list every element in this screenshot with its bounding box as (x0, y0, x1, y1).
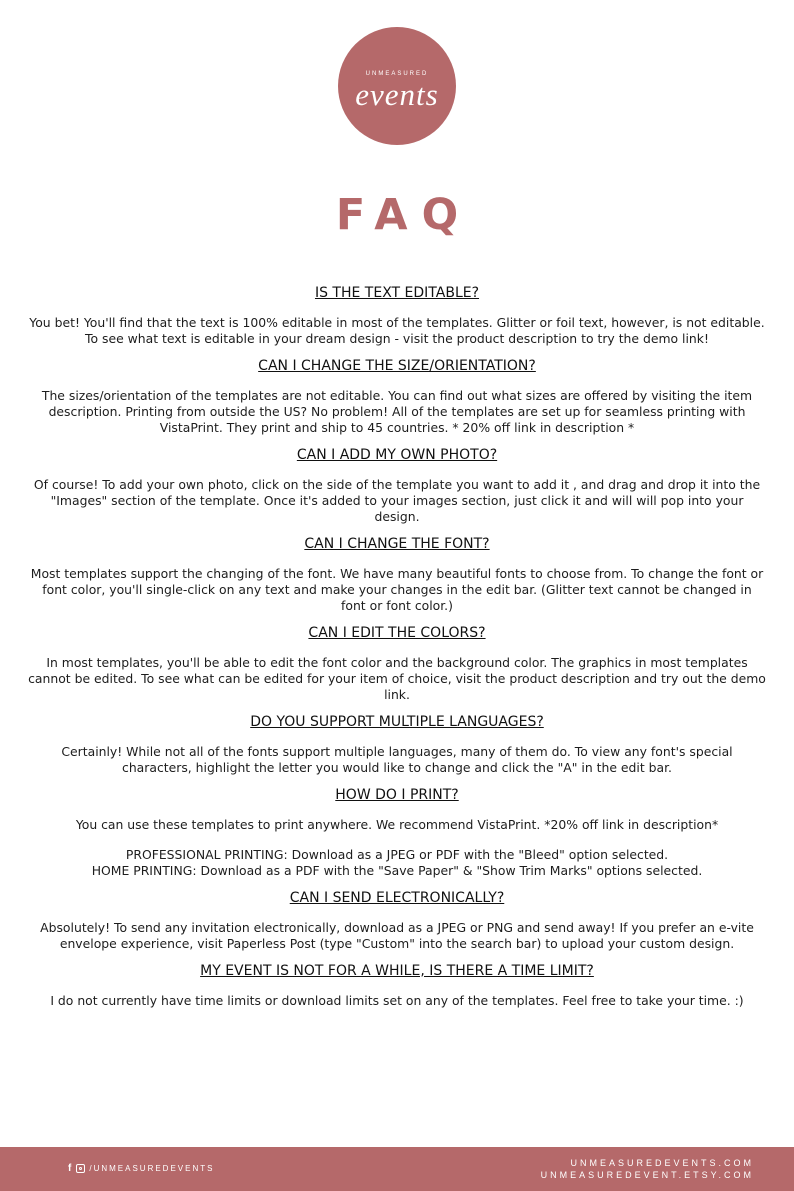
faq-question: DO YOU SUPPORT MULTIPLE LANGUAGES? (250, 714, 544, 730)
footer-bar (0, 1147, 794, 1191)
instagram-icon[interactable] (76, 1164, 85, 1173)
faq-item (28, 785, 766, 879)
faq-item (28, 356, 766, 436)
faq-question: CAN I CHANGE THE SIZE/ORIENTATION? (258, 358, 536, 374)
faq-item (28, 712, 766, 776)
faq-item (28, 283, 766, 347)
faq-list (28, 283, 766, 1009)
footer-websites (541, 1157, 754, 1181)
etsy-link[interactable]: UNMEASUREDEVENT.ETSY.COM (540, 1170, 754, 1180)
faq-question: CAN I SEND ELECTRONICALLY? (289, 890, 505, 906)
faq-answer: You can use these templates to print anywhere. We recommend VistaPrint. *20% off link in description* (75, 817, 719, 832)
faq-answer: Of course! To add your own photo, click on the side of the template you want to add it , and drag and drop it into the "Images" section of the template. Once it's added to your images section, just click it and will will pop into your design. (33, 477, 761, 524)
website-link[interactable]: UNMEASUREDEVENTS.COM (570, 1158, 754, 1168)
brand-logo (338, 27, 456, 145)
faq-question: IS THE TEXT EDITABLE? (314, 285, 480, 301)
faq-item (28, 888, 766, 952)
faq-answer-home: HOME PRINTING: Download as a PDF with the "Save Paper" & "Show Trim Marks" options selected. (91, 863, 703, 878)
faq-answer: Most templates support the changing of the font. We have many beautiful fonts to choose from. To change the font or font color, you'll single-click on any text and make your changes in the edit bar. (Glitter text cannot be changed in font or font color.) (30, 566, 764, 613)
faq-answer: In most templates, you'll be able to edit the font color and the background color. The graphics in most templates cannot be edited. To see what can be edited for your item of choice, visit the product description and try out the demo link. (28, 655, 766, 702)
faq-item (28, 961, 766, 1009)
faq-item (28, 623, 766, 703)
faq-question: MY EVENT IS NOT FOR A WHILE, IS THERE A TIME LIMIT? (200, 963, 594, 979)
faq-answer: Absolutely! To send any invitation electronically, download as a JPEG or PNG and send away! If you prefer an e-vite envelope experience, visit Paperless Post (type "Custom" into the search bar) to upload your custom design. (40, 920, 754, 951)
faq-answer: I do not currently have time limits or download limits set on any of the templates. Feel free to take your time. :) (50, 993, 744, 1008)
faq-answer: The sizes/orientation of the templates are not editable. You can find out what sizes are offered by visiting the item description. Printing from outside the US? No problem! All of the templates are set up for seamless printing with VistaPrint. They print and ship to 45 countries. * 20% off link in description * (41, 388, 753, 435)
faq-question: CAN I ADD MY OWN PHOTO? (296, 447, 498, 463)
social-handle[interactable]: /UNMEASUREDEVENTS (89, 1164, 215, 1173)
facebook-icon[interactable]: f (68, 1163, 74, 1174)
faq-question: HOW DO I PRINT? (335, 787, 459, 803)
faq-item (28, 534, 766, 614)
faq-question: CAN I EDIT THE COLORS? (308, 625, 486, 641)
logo-script-text: events (355, 77, 439, 112)
page-title: FAQ (335, 190, 473, 240)
faq-item (28, 445, 766, 525)
faq-answer: Certainly! While not all of the fonts support multiple languages, many of them do. To view any font's special characters, highlight the letter you would like to change and click the "A" in the edit bar. (61, 744, 733, 775)
faq-answer: You bet! You'll find that the text is 100% editable in most of the templates. Glitter or foil text, however, is not editable. To see what text is editable in your dream design - visit the product description to try the demo link! (29, 315, 765, 346)
faq-answer-professional: PROFESSIONAL PRINTING: Download as a JPEG or PDF with the "Bleed" option selected. (125, 847, 669, 862)
social-links[interactable] (68, 1163, 214, 1174)
faq-question: CAN I CHANGE THE FONT? (304, 536, 490, 552)
logo-top-text: UNMEASURED (365, 71, 429, 77)
